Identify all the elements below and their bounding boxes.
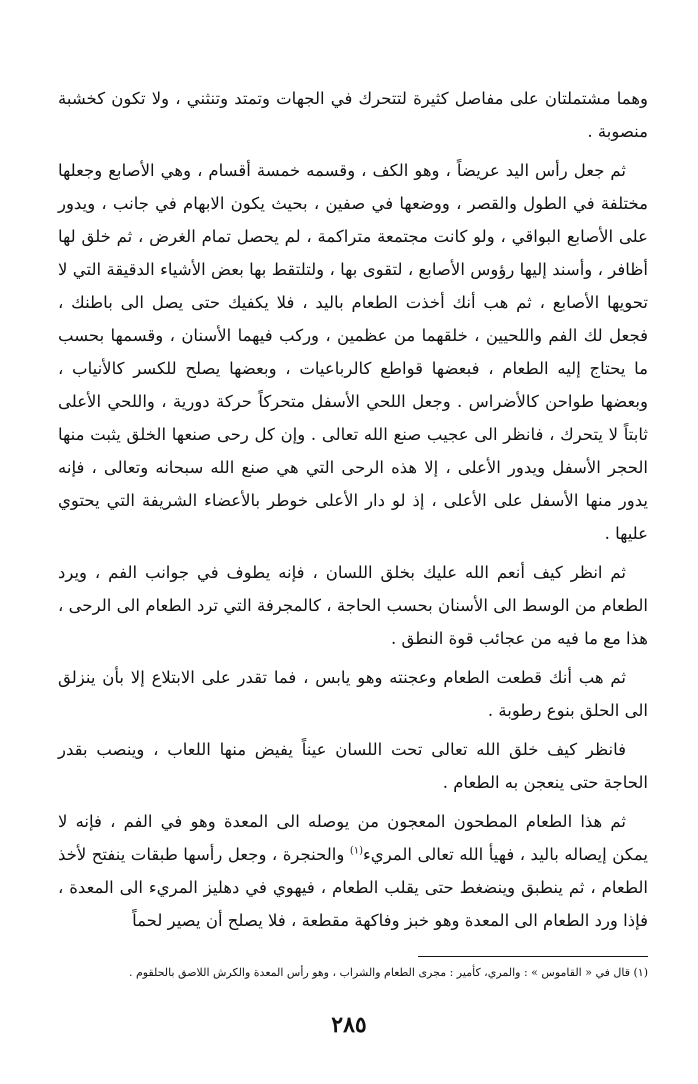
paragraph-text	[58, 805, 648, 937]
paragraph-text: وهما مشتملتان على مفاصل كثيرة لتتحرك في الجهات وتمتد وتنثني ، ولا تكون كخشبة منصوبة .	[58, 89, 648, 141]
paragraph-5	[58, 733, 648, 799]
paragraph-text-after-note: والحنجرة ، وجعل رأسها طبقات ينفتح لأخذ الطعام ، ثم ينطبق وينضغط حتى يقلب الطعام ، فيهوي في دهليز المريء الى المعدة ، فإذا ورد الطعام الى المعدة وهو خبز وفاكهة مقطعة ، فلا يصلح أن يصير لحماً	[58, 845, 648, 930]
paragraph-6	[58, 805, 648, 937]
footnote: (١) قال في « القاموس » : والمري، كأمير : مجرى الطعام والشراب ، وهو رأس المعدة والكرش اللاصق بالحلقوم .	[128, 966, 648, 979]
page-number: ٢٨٥	[331, 1012, 367, 1038]
paragraph-4	[58, 661, 648, 727]
footnote-reference: (١)	[349, 845, 364, 857]
paragraph-2	[58, 154, 648, 550]
paragraph-text-before-note: ثم هذا الطعام المطحون المعجون من يوصله الى المعدة وهو في الفم ، فإنه لا يمكن إيصاله باليد ، فهيأ الله تعالى المريء	[58, 812, 648, 864]
paragraph-text: فانظر كيف خلق الله تعالى تحت اللسان عيناً يفيض منها اللعاب ، وينصب بقدر الحاجة حتى ينعجن به الطعام .	[58, 740, 648, 792]
paragraph-text: ثم انظر كيف أنعم الله عليك بخلق اللسان ، فإنه يطوف في جوانب الفم ، ويرد الطعام من الوسط الى الأسنان بحسب الحاجة ، كالمجرفة التي ترد الطعام الى الرحى ، هذا مع ما فيه من عجائب قوة النطق .	[58, 563, 648, 648]
main-text	[58, 82, 648, 943]
footnote-divider	[418, 956, 648, 957]
paragraph-3	[58, 556, 648, 655]
paragraph-text: ثم هب أنك قطعت الطعام وعجنته وهو يابس ، فما تقدر على الابتلاع إلا بأن ينزلق الى الحلق بنوع رطوبة .	[58, 668, 648, 720]
paragraph-1	[58, 82, 648, 148]
paragraph-text: ثم جعل رأس اليد عريضاً ، وهو الكف ، وقسمه خمسة أقسام ، وهي الأصابع وجعلها مختلفة في الطول والقصر ، ووضعها في صفين ، بحيث يكون الابهام في جانب ، ويدور على الأصابع البواقي ، ولو كانت مجتمعة متراكمة ، لم يحصل تمام الغرض ، ثم خلق لها أظافر ، وأسند إليها رؤوس الأصابع ، لتقوى بها ، ولتلتقط بها بعض الأشياء الدقيقة التي لا تحويها الأصابع ، ثم هب أنك أخذت الطعام باليد ، فلا يكفيك حتى يصل الى باطنك ، فجعل لك الفم واللحيين ، خلقهما من عظمين ، وركب فيهما الأسنان ، وقسمها بحسب ما يحتاج إليه الطعام ، فبعضها قواطع كالرباعيات ، وبعضها يصلح للكسر كالأنياب ، وبعضها طواحن كالأضراس . وجعل اللحي الأسفل متحركاً حركة دورية ، واللحي الأعلى ثابتاً لا يتحرك ، فانظر الى عجيب صنع الله تعالى . وإن كل رحى صنعها الخلق يثبت منها الحجر الأسفل ويدور الأعلى ، إلا هذه الرحى التي هي صنع الله سبحانه وتعالى ، فإنه يدور منها الأسفل على الأعلى ، إذ لو دار الأعلى خوطر بالأعضاء الشريفة التي يحتوي عليها .	[58, 161, 648, 543]
